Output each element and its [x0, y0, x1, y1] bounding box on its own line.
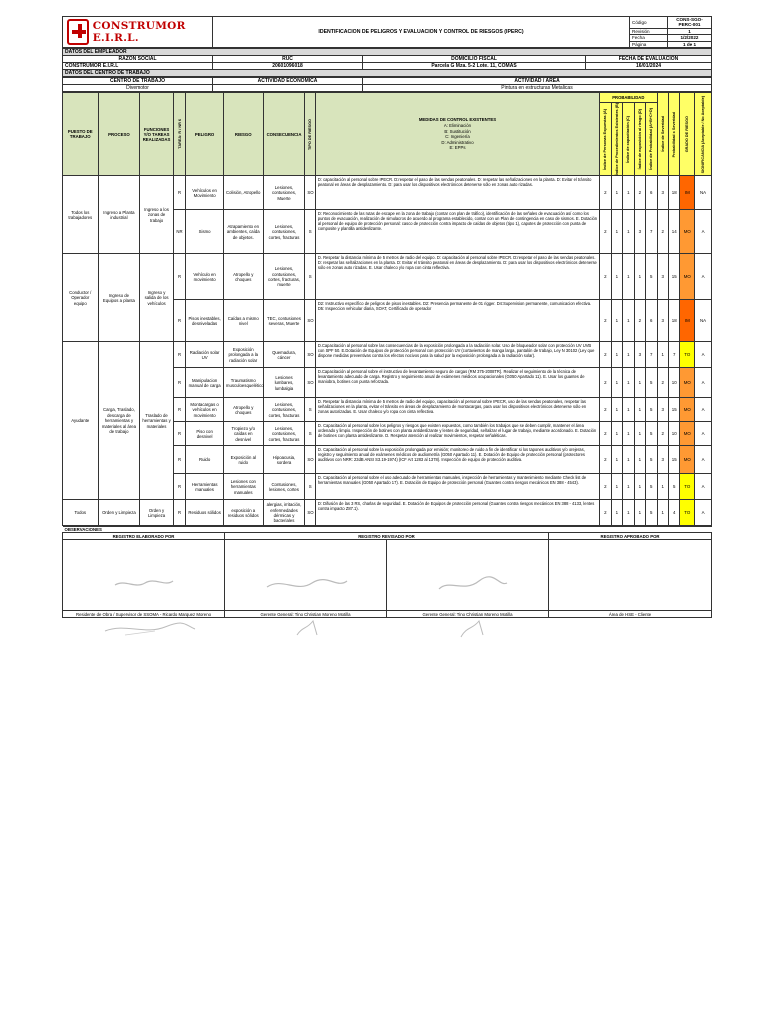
riesgo-cell: Exposición prolongada a la radiación solar: [223, 342, 263, 368]
iperc-sheet: [62, 16, 712, 618]
tarea-cell: R: [173, 474, 186, 500]
indice-personas-cell: 2: [600, 422, 611, 446]
actividad-area-value: Pintura en estructuras Metalicas: [363, 85, 712, 92]
proceso-cell: Orden y Limpieza: [98, 500, 140, 526]
employer-table: [62, 48, 712, 77]
proceso-header: PROCESO: [98, 93, 140, 176]
indice-probabilidad-cell: 7: [646, 210, 657, 254]
tipo-cell: S: [305, 422, 315, 446]
indice-personas-cell: 2: [600, 342, 611, 368]
prob-col-header: Índice de Probabilidad (A+B+C+D): [646, 103, 657, 176]
indice-personas-cell: 2: [600, 474, 611, 500]
medidas-item: D: Administrativo: [441, 139, 474, 145]
prob-col-header: Índice de Procedimientos Existentes (B): [611, 103, 622, 176]
grado-riesgo-cell: IM: [680, 300, 695, 342]
indice-capacitacion-cell: 1: [623, 398, 634, 422]
peligro-cell: Montacargas o vehículos en movimiento: [186, 398, 224, 422]
iperc-matrix: [62, 92, 712, 526]
indice-capacitacion-cell: 1: [623, 474, 634, 500]
indice-severidad-cell: 1: [657, 500, 668, 526]
signature-revisado-2: [387, 540, 549, 611]
significancia-cell: NA: [695, 300, 712, 342]
indice-severidad-cell: 3: [657, 300, 668, 342]
indice-personas-cell: 2: [600, 398, 611, 422]
indice-procedimientos-cell: 1: [611, 422, 622, 446]
meta-label: Fecha: [630, 35, 668, 41]
medidas-item: A: Eliminación: [443, 123, 472, 129]
prob-x-sev-cell: 15: [669, 398, 680, 422]
meta-value: 1: [668, 28, 712, 34]
prob-col-header: Índice de exposición al riesgo (D): [634, 103, 645, 176]
peligro-cell: Piso con desnivel: [186, 422, 224, 446]
indice-procedimientos-cell: 1: [611, 300, 622, 342]
matrix-row: [63, 254, 712, 300]
indice-exposicion-cell: 1: [634, 500, 645, 526]
matrix-row: [63, 176, 712, 210]
medidas-item: E: EPPs: [449, 145, 466, 151]
medidas-control-cell: D. Capacitación al personal sobre la exposición prolongada por emisión; monitoreo de ruido a fin de identificar si los tapones auditivos y/o orejeras, registro y seguimiento anual de exámenes médicos de audiometría (G050 Apartado 11). E. Dotación de Equipo de protección personal (protectores auditivos con NRR: 23dB ANSI S3.19-1974) (ICF Art 1283 al 1378). Inspección de equipo de protección auditiva.: [315, 446, 599, 474]
tipo-cell: SO: [305, 446, 315, 474]
peligro-cell: Vehículos en Movimiento: [186, 176, 224, 210]
indice-probabilidad-cell: 5: [646, 398, 657, 422]
riesgo-cell: Tropiezo y/o caídas en desnivel: [223, 422, 263, 446]
significancia-cell: A: [695, 398, 712, 422]
indice-probabilidad-cell: 6: [646, 300, 657, 342]
funciones-cell: Ingreso y salida de los vehículos: [140, 254, 173, 342]
signature-aprobado: [549, 540, 712, 611]
peligro-cell: Vehículo en movimiento: [186, 254, 224, 300]
indice-exposicion-cell: 1: [634, 422, 645, 446]
indice-personas-cell: 2: [600, 254, 611, 300]
indice-severidad-cell: 3: [657, 176, 668, 210]
fecha-evaluacion-label: FECHA DE EVALUACION: [586, 56, 712, 63]
grado-riesgo-cell: MO: [680, 210, 695, 254]
indice-capacitacion-cell: 1: [623, 446, 634, 474]
indice-personas-cell: 2: [600, 176, 611, 210]
grado-riesgo-cell: MO: [680, 422, 695, 446]
consecuencia-cell: Contusiones, lesiones, cortes: [263, 474, 305, 500]
indice-procedimientos-cell: 1: [611, 368, 622, 398]
signature-scribble: [227, 575, 387, 645]
consecuencia-cell: Lesiones, contusiones, cortes, fracturas: [263, 398, 305, 422]
puesto-cell: Ayudante: [63, 342, 99, 500]
consecuencia-cell: Lesiones, contusiones, Muerte: [263, 176, 305, 210]
funciones-cell: Traslado de herramientas y materiales: [140, 342, 173, 500]
peligro-cell: Herramientas manuales: [186, 474, 224, 500]
indice-personas-cell: 2: [600, 300, 611, 342]
indice-capacitacion-cell: 1: [623, 342, 634, 368]
prob-col-header: Índice de Personas Expuestas (A): [600, 103, 611, 176]
signature-scribble: [389, 575, 549, 645]
prob-x-sev-cell: 18: [669, 176, 680, 210]
indice-severidad-cell: 3: [657, 254, 668, 300]
indice-probabilidad-cell: 7: [646, 342, 657, 368]
matrix-body: [63, 176, 712, 526]
tipo-cell: SO: [305, 342, 315, 368]
funciones-header: FUNCIONES Y/O TAREAS REALIZADAS: [140, 93, 173, 176]
tarea-cell: R: [173, 398, 186, 422]
meta-label: Revisión: [630, 28, 668, 34]
medidas-control-cell: D. Respetar la distancia mínima de 5 metros de radio del equipo. D: capacitación al personal sobre IPECR. D:respetar el paso de las sendas peatonales. D: respetar las señalizaciones en la planta. D: Evitar el tránsito peatonal en áreas de desplazamiento. D: para usar los dispositivos electrónicos detenerse sólo en zonas auto rizadas. E. Usar chaleco y/o ropa con cinta reflectiva.: [315, 254, 599, 300]
prob-col-header: Índice de capacitación (C): [623, 103, 634, 176]
tipo-cell: S: [305, 398, 315, 422]
revisado-label: REGISTRO REVISADO POR: [225, 533, 549, 540]
indice-capacitacion-cell: 1: [623, 210, 634, 254]
fecha-evaluacion-value: 16/01/2024: [586, 63, 712, 70]
indice-capacitacion-cell: 1: [623, 254, 634, 300]
matrix-row: [63, 342, 712, 368]
tarea-cell: R: [173, 300, 186, 342]
indice-capacitacion-cell: 1: [623, 500, 634, 526]
revisado-name-2: Gerente General: Tino Christian Moreno Motilla: [387, 611, 549, 618]
indice-probabilidad-cell: 5: [646, 422, 657, 446]
revisado-name-1: Gerente General: Tino Christian Moreno Motilla: [225, 611, 387, 618]
significancia-header: SIGNIFICANCIA (Aceptable / No Aceptable): [695, 93, 712, 176]
prob-x-sev-cell: 5: [669, 474, 680, 500]
grado-riesgo-cell: MO: [680, 368, 695, 398]
indice-exposicion-cell: 2: [634, 176, 645, 210]
medidas-control-cell: D2: Instructivo específico de peligros de pisos inestables. D2: Presencia permanente de 01 rigger. D4:Supervision permanente, comunicacion efectiva. D5: Inspeccion vehicular diaria, SOAT, Certificado de operador: [315, 300, 599, 342]
meta-value: 1/2/2022: [668, 35, 712, 41]
consecuencia-cell: Lesiones, contusiones, cortes, fracturas, muerte: [263, 254, 305, 300]
medidas-control-cell: D. Capacitación al personal sobre el uso adecuado de herramientas manuales, inspección de herramientas y mantenimiento mediante Check list de herramientas manuales (G050 Apartado 17). E. Dotación de Equipo de protección personal (Guantes contra riesgos mecánicos EN 388 - 4543).: [315, 474, 599, 500]
significancia-cell: A: [695, 474, 712, 500]
medidas-control-cell: D.Capacitación al personal sobre el instructivo de levantamiento seguro de cargas (RM 375-2008TR). Realizar el seguimiento de la técnica de levantamiento adecuado de carga. Registro y seguimiento anual de exámenes médicos ocupacionales (G050 Apartado 11). E. Usar los guantes de maniobra, botines con punta reforzada.: [315, 368, 599, 398]
indice-capacitacion-cell: 1: [623, 368, 634, 398]
significancia-cell: NA: [695, 176, 712, 210]
consecuencia-cell: Lesiones, contusiones, cortes, fracturas: [263, 210, 305, 254]
indice-probabilidad-cell: 5: [646, 500, 657, 526]
probabilidad-header: PROBABILIDAD: [600, 93, 657, 103]
significancia-cell: A: [695, 342, 712, 368]
indice-procedimientos-cell: 1: [611, 500, 622, 526]
funciones-cell: Ingreso a los zonas de trabajo: [140, 176, 173, 254]
workcenter-table: [62, 77, 712, 92]
prob-x-sev-cell: 18: [669, 300, 680, 342]
medidas-control-cell: D: Difusión de las 3 RS, charlas de seguridad. E. Dotación de Equipos de protección personal (Guantes contra riesgos mecánicos EN 388 - 4133, lentes contra impacto Z87.1).: [315, 500, 599, 526]
grado-riesgo-header: GRADO DE RIESGO: [680, 93, 695, 176]
indice-severidad-cell: 2: [657, 210, 668, 254]
grado-riesgo-cell: MO: [680, 398, 695, 422]
indice-exposicion-cell: 3: [634, 210, 645, 254]
tipo-riesgo-header: TIPO DE RIESGO: [305, 93, 315, 176]
significancia-cell: A: [695, 254, 712, 300]
indice-severidad-cell: 1: [657, 474, 668, 500]
indice-procedimientos-cell: 1: [611, 254, 622, 300]
tipo-cell: S: [305, 254, 315, 300]
domicilio-label: DOMICILIO FISCAL: [363, 56, 586, 63]
indice-procedimientos-cell: 1: [611, 342, 622, 368]
tipo-cell: SO: [305, 368, 315, 398]
meta-value: CONS-SGO-PERC-001: [668, 17, 712, 29]
indice-procedimientos-cell: 1: [611, 474, 622, 500]
indice-capacitacion-cell: 1: [623, 300, 634, 342]
riesgo-cell: Traumatismo musculoesquelético: [223, 368, 263, 398]
grado-riesgo-cell: TO: [680, 500, 695, 526]
proceso-cell: Ingreso a Planta industrial: [98, 176, 140, 254]
signatures-table: [62, 526, 712, 618]
peligro-cell: Ruido: [186, 446, 224, 474]
actividad-economica-value: [213, 85, 363, 92]
consecuencia-cell: Lesiones, contusiones, cortes, fracturas: [263, 422, 305, 446]
tarea-cell: R: [173, 342, 186, 368]
riesgo-cell: Exposición al ruido: [223, 446, 263, 474]
actividad-area-label: ACTIVIDAD / AREA: [363, 78, 712, 85]
indice-probabilidad-cell: 5: [646, 254, 657, 300]
riesgo-cell: Caídas a mismo nivel: [223, 300, 263, 342]
consecuencia-cell: Lesiones lumbares, lumbalgia: [263, 368, 305, 398]
prob-x-sev-cell: 14: [669, 210, 680, 254]
indice-exposicion-cell: 1: [634, 446, 645, 474]
observaciones-label: OBSERVACIONES: [63, 527, 712, 533]
grado-riesgo-cell: MO: [680, 254, 695, 300]
elaborado-name: Residente de Obra / Supervisor de SSOMA - Ricardo Marquez Moreno: [63, 611, 225, 618]
tipo-cell: SO: [305, 500, 315, 526]
prob-sev-header: Probabilidad x Severidad: [669, 93, 680, 176]
elaborado-label: REGISTRO ELABORADO POR: [63, 533, 225, 540]
significancia-cell: A: [695, 210, 712, 254]
riesgo-header: RIESGO: [223, 93, 263, 176]
riesgo-cell: Colisión, Atropello: [223, 176, 263, 210]
medidas-control-cell: D. Respetar la distancia mínima de 5 metros de radio del equipo, capacitación al personal sobre IPECR, uso de las sendas peatonales, respetar las señalizaciones en la planta, evitar el tránsito en áreas de desplazamiento de montacargas, para usar los dispositivos electrónicos detenerse sólo en zonas autorizadas. E. Usar chaleco y/o ropa con cinta reflectiva.: [315, 398, 599, 422]
indice-severidad-cell: 1: [657, 342, 668, 368]
header-table: [62, 16, 712, 48]
significancia-cell: A: [695, 500, 712, 526]
indice-capacitacion-cell: 1: [623, 176, 634, 210]
indice-exposicion-cell: 3: [634, 342, 645, 368]
ruc-label: RUC: [213, 56, 363, 63]
puesto-header: PUESTO DE TRABAJO: [63, 93, 99, 176]
indice-procedimientos-cell: 1: [611, 176, 622, 210]
signature-elaborado: [63, 540, 225, 611]
indice-personas-cell: 2: [600, 500, 611, 526]
document-title: IDENTIFICACION DE PELIGROS Y EVALUACION Y CONTROL DE RIESGOS (IPERC): [213, 17, 630, 48]
meta-label: Página: [630, 41, 668, 47]
matrix-row: [63, 500, 712, 526]
indice-severidad-cell: 3: [657, 398, 668, 422]
peligro-cell: Residuos sólidos: [186, 500, 224, 526]
significancia-cell: A: [695, 446, 712, 474]
peligro-cell: Pisos inestables, desniveladas: [186, 300, 224, 342]
funciones-cell: Orden y Limpieza: [140, 500, 173, 526]
indice-procedimientos-cell: 1: [611, 446, 622, 474]
workcenter-section-title: DATOS DEL CENTRO DE TRABAJO: [63, 70, 712, 77]
prob-x-sev-cell: 15: [669, 446, 680, 474]
indice-exposicion-cell: 1: [634, 368, 645, 398]
employer-section-title: DATOS DEL EMPLEADOR: [63, 49, 712, 56]
actividad-economica-label: ACTIVIDAD ECONOMICA: [213, 78, 363, 85]
tarea-cell: R: [173, 176, 186, 210]
razon-social-label: RAZON SOCIAL: [63, 56, 213, 63]
prob-x-sev-cell: 4: [669, 500, 680, 526]
proceso-cell: Ingreso de Equipos a planta: [98, 254, 140, 342]
consecuencia-header: CONSECUENCIA: [263, 93, 305, 176]
puesto-cell: Todos: [63, 500, 99, 526]
prob-x-sev-cell: 15: [669, 254, 680, 300]
grado-riesgo-cell: TO: [680, 342, 695, 368]
construction-logo-icon: [67, 19, 89, 45]
medidas-control-cell: D. Capacitación al personal sobre los peligros y riesgos que existen expuestos, como también los trabajos que se deben cumplir, mantener el área ordenado y limpio. Inspección de botines con planta antideslizante y lentes de seguridad, señalizar el lugar de trabajo, mediante acordonado. E. Dotación de botines con planta antideslizante. D. Respetar atención al realizar movimientos, respetar señaléticas.: [315, 422, 599, 446]
severidad-header: Índice de Severidad: [657, 93, 668, 176]
tarea-cell: R: [173, 368, 186, 398]
medidas-item: C: Ingeniería: [445, 134, 470, 140]
medidas-header: [315, 93, 599, 176]
indice-capacitacion-cell: 1: [623, 422, 634, 446]
indice-procedimientos-cell: 1: [611, 210, 622, 254]
consecuencia-cell: Quemadura, cáncer: [263, 342, 305, 368]
grado-riesgo-cell: TO: [680, 474, 695, 500]
tarea-cell: R: [173, 422, 186, 446]
medidas-item: B: Sustitución: [444, 128, 471, 134]
razon-social-value: CONSTRUMOR E.I.R.L: [63, 63, 213, 70]
tipo-cell: SO: [305, 176, 315, 210]
riesgo-cell: Atropello y choques: [223, 254, 263, 300]
indice-probabilidad-cell: 6: [646, 176, 657, 210]
riesgo-cell: Lesiones con herramientas manuales: [223, 474, 263, 500]
tarea-cell: NR: [173, 210, 186, 254]
peligro-cell: Radiación solar UV: [186, 342, 224, 368]
meta-label: Código: [630, 17, 668, 29]
indice-probabilidad-cell: 5: [646, 368, 657, 398]
peligro-cell: Sismo: [186, 210, 224, 254]
riesgo-cell: Atrapamiento en ambientes, caída de objetos.: [223, 210, 263, 254]
indice-probabilidad-cell: 5: [646, 474, 657, 500]
indice-exposicion-cell: 1: [634, 398, 645, 422]
prob-x-sev-cell: 10: [669, 368, 680, 398]
signature-revisado-1: [225, 540, 387, 611]
consecuencia-cell: Hipoacusia, sordera: [263, 446, 305, 474]
indice-exposicion-cell: 1: [634, 474, 645, 500]
riesgo-cell: Atropello y choques: [223, 398, 263, 422]
significancia-cell: A: [695, 368, 712, 398]
tipo-cell: SO: [305, 300, 315, 342]
company-logo: [63, 17, 213, 48]
riesgo-cell: exposición a residuos sólidos: [223, 500, 263, 526]
ruc-value: 20601096018: [213, 63, 363, 70]
medidas-control-cell: D: capacitación al personal sobre IPECR. D:respetar el paso de las sendas peatonales. D: respetar las señalizaciones en la planta. D: Evitar el tránsito peatonal en áreas de desplazamiento. D: para usar los dispositivos electrónicos detenerse sólo en zonas auto rizadas.: [315, 176, 599, 210]
puesto-cell: Conductor / Operador equipo: [63, 254, 99, 342]
prob-x-sev-cell: 7: [669, 342, 680, 368]
centro-trabajo-value: Divemotor: [63, 85, 213, 92]
peligro-cell: Manipulacion manual de carga: [186, 368, 224, 398]
puesto-cell: Todos los trabajadores: [63, 176, 99, 254]
indice-personas-cell: 2: [600, 446, 611, 474]
meta-value: 1 de 1: [668, 41, 712, 47]
peligro-header: PELIGRO: [186, 93, 224, 176]
medidas-control-cell: D: Reconocimiento de las rutas de escape en la zona de trabajo (contar con plan de tráfico), identificación de las señales de evacuación así como los puntos de evacuación, realización de simulacros de acuerdo al programa establecido, contar con un Plan de contingencia en caso de sismos. E. Dotación al personal de equipo de protección personal: casco de protección contra impacto de caídas de objetos (tipo 1), capotes de protección con punta de composite y plantilla antideslizante.: [315, 210, 599, 254]
domicilio-value: Parcela G Mza. 5-2 Lote. 11, COMAS: [363, 63, 586, 70]
tarea-cell: R: [173, 254, 186, 300]
indice-probabilidad-cell: 5: [646, 446, 657, 474]
tarea-cell: R: [173, 500, 186, 526]
tipo-cell: S: [305, 210, 315, 254]
centro-trabajo-label: CENTRO DE TRABAJO: [63, 78, 213, 85]
significancia-cell: A: [695, 422, 712, 446]
medidas-title: MEDIDAS DE CONTROL EXISTENTES: [418, 117, 497, 123]
proceso-cell: Carga, Traslado, descarga de herramientas y materiales al área de trabajo: [98, 342, 140, 500]
medidas-control-cell: D.Capacitación al personal sobre las consecuencias de la exposición prolongada a la radiación solar. Uso de bloqueador solar con protección UV UVB con SPF 50. E.Dotación de Equipos de protección personal con protección UV (cortavientos de manga larga, pantalón de trabajo, Ley N 30102 (Ley que dispone medidas preventivas contra los efectos nocivos para la salud por la exposición prolongada a la radiación solar).: [315, 342, 599, 368]
indice-exposicion-cell: 2: [634, 300, 645, 342]
aprobado-name: Área de HSE - Cliente: [549, 611, 712, 618]
indice-personas-cell: 2: [600, 210, 611, 254]
indice-severidad-cell: 2: [657, 368, 668, 398]
signature-scribble: [65, 575, 225, 645]
tipo-cell: S: [305, 474, 315, 500]
consecuencia-cell: TEC, contusiones severas, Muerte: [263, 300, 305, 342]
logo-text: CONSTRUMOR E.I.R.L.: [92, 20, 186, 44]
indice-procedimientos-cell: 1: [611, 398, 622, 422]
tarea-cell: R: [173, 446, 186, 474]
indice-exposicion-cell: 1: [634, 254, 645, 300]
indice-severidad-cell: 3: [657, 446, 668, 474]
grado-riesgo-cell: IM: [680, 176, 695, 210]
indice-severidad-cell: 2: [657, 422, 668, 446]
indice-personas-cell: 2: [600, 368, 611, 398]
aprobado-label: REGISTRO APROBADO POR: [549, 533, 712, 540]
prob-x-sev-cell: 10: [669, 422, 680, 446]
grado-riesgo-cell: MO: [680, 446, 695, 474]
tarea-header: TAREA: R / NR 6: [173, 93, 186, 176]
consecuencia-cell: alergias, irritación, enfermedades dérmicas y bacteriales: [263, 500, 305, 526]
